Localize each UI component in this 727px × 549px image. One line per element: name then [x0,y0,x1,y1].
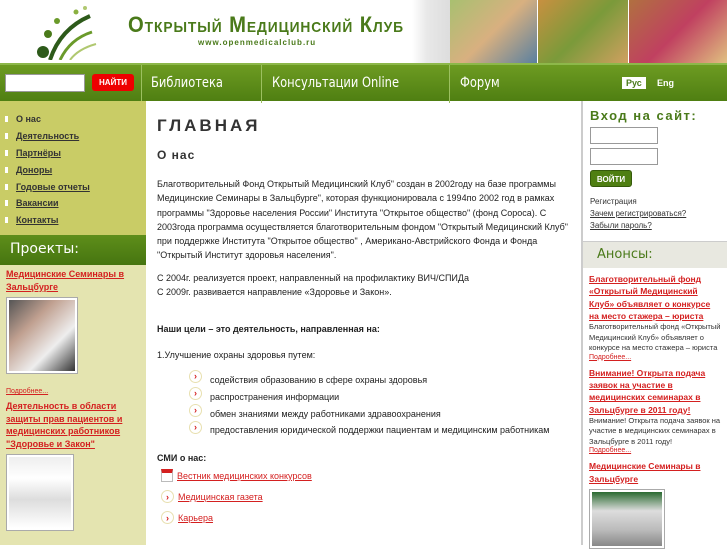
intro-paragraph: Благотворительный Фонд Открытый Медицинский Клуб" создан в 2002году на базе программы Медицинские Семинары в Зальцбурге", которая функционировала с 1994по 2002 год в рамках программы "Здоровье населения России" Института "Открытое общество" (фонд Сороса). С 2003года программа осуществляется благотворительным фондом "Открытый Медицинский Клуб" при поддержке Института "Открытое общество" , Американо-Австрийского Фонда и Фонда "Открытый Институт здоровья населения". [157,179,568,261]
password-field[interactable] [590,148,658,165]
project-link-health-law[interactable]: Деятельность в области защиты прав пациентов и медицинских работников "Здоровье и Закон" [6,401,123,449]
announcement-title[interactable]: Благотворительный фонд «Открытый Медицинский Клуб» объявляет о конкурсе на место стажера – юриста [589,274,711,321]
menu-label: Вакансии [16,198,59,209]
chevron-right-icon: › [161,511,174,524]
menu-item-partners[interactable] [0,145,146,162]
pdf-icon [161,469,173,482]
announcement-text: Внимание! Открыта подача заявок на участие в медицинских семинарах в Зальцбурге в 2011 году! [589,415,721,446]
announcement-text: Благотворительный фонд «Открытый Медицинский Клуб» объявляет о конкурсе на место стажера – юриста [589,322,721,353]
menu-label: Деятельность [16,131,80,142]
announcement-more-link[interactable]: Подробнее... [589,353,632,361]
project-image-seminars[interactable] [6,297,78,374]
login-button[interactable]: ВОЙТИ [590,170,632,187]
media-item[interactable] [161,486,577,507]
main-nav [0,63,727,101]
menu-label: Контакты [16,215,59,226]
goals-heading: Наши цели – это деятельность, направленная на: [157,324,380,335]
menu-item-about[interactable] [0,111,146,128]
menu-label: Партнёры [16,147,61,158]
media-link[interactable]: Вестник медицинских конкурсов [177,470,312,481]
media-item[interactable] [161,465,577,486]
why-register-link[interactable]: Зачем регистрироваться? [590,209,687,218]
lang-ru[interactable]: Рус [622,77,646,89]
lang-en[interactable]: Eng [657,78,674,88]
goal-1: 1.Улучшение охраны здоровья путем: [157,349,316,360]
goal-item [157,389,577,406]
banner-photo-2 [538,0,628,63]
login-heading: Вход на сайт: [590,108,698,123]
sidebar-menu [0,101,146,235]
history-line-2004: С 2004г. реализуется проект, направленный на профилактику ВИЧ/СПИДа [157,272,469,283]
project-image-health-law[interactable] [6,454,74,531]
site-url: www.openmedicalclub.ru [198,38,317,47]
right-sidebar [581,101,727,545]
project-more-link[interactable]: Подробнее... [6,388,49,395]
banner-photo-3 [629,0,727,63]
search-input[interactable] [5,74,85,92]
chevron-right-icon: › [189,387,202,400]
left-sidebar [0,101,146,545]
section-title: О нас [157,148,196,162]
goal-text: предоставления юридической поддержки пациентам и медицинским работникам [210,424,550,435]
goal-text: распространения информации [210,391,340,402]
goal-text: содействия образованию в сфере охраны здоровья [210,374,428,385]
forgot-password-link[interactable]: Забыли пароль? [590,221,652,230]
announcements-heading: Анонсы: [583,241,727,268]
media-item[interactable] [161,507,577,528]
chevron-right-icon: › [189,370,202,383]
site-title: Открытый Медицинский Клуб [128,12,404,37]
menu-label: О нас [16,114,41,125]
nav-library[interactable]: Библиотека [151,75,223,91]
menu-item-contacts[interactable] [0,212,146,229]
projects-heading: Проекты: [0,235,146,265]
goal-text: обмен знаниями между работниками здравоохранения [210,408,441,419]
logo-icon [30,4,100,60]
goal-item [157,406,577,423]
chevron-right-icon: › [189,421,202,434]
nav-forum[interactable]: Форум [460,75,500,91]
nav-divider [449,65,450,103]
history-line-2009: С 2009г. развивается направление «Здоровье и Закон». [157,287,392,298]
announcement-title[interactable]: Медицинские Семинары в Зальцбурге [589,461,701,484]
menu-label: Доноры [16,164,53,175]
header [0,0,727,63]
chevron-right-icon: › [189,404,202,417]
nav-consultations[interactable]: Консультации Online [272,75,400,91]
media-link[interactable]: Медицинская газета [178,491,263,502]
nav-divider [141,65,142,103]
menu-item-activity[interactable] [0,128,146,145]
menu-item-vacancies[interactable] [0,195,146,212]
menu-label: Годовые отчеты [16,181,90,192]
media-heading: СМИ о нас: [157,452,207,463]
announcement-title[interactable]: Внимание! Открыта подача заявок на участие в медицинских семинарах в Зальцбурге в 2011 году! [589,367,706,415]
page-title: ГЛАВНАЯ [157,116,261,135]
main-content [157,101,577,528]
doctor-photo [412,0,450,63]
nav-divider [261,65,262,103]
announcement-image[interactable] [589,489,665,549]
banner-photo-1 [450,0,537,63]
media-link[interactable]: Карьера [178,512,213,523]
register-link[interactable]: Регистрация [590,197,637,206]
login-field[interactable] [590,127,658,144]
menu-item-reports[interactable] [0,178,146,195]
menu-item-donors[interactable] [0,161,146,178]
search-button[interactable]: НАЙТИ [92,74,134,91]
announcement-more-link[interactable]: Подробнее... [589,447,632,455]
goal-item [157,372,577,389]
goal-item [157,423,577,438]
chevron-right-icon: › [161,490,174,503]
project-link-seminars[interactable]: Медицинские Семинары в Зальцбурге [6,269,125,292]
